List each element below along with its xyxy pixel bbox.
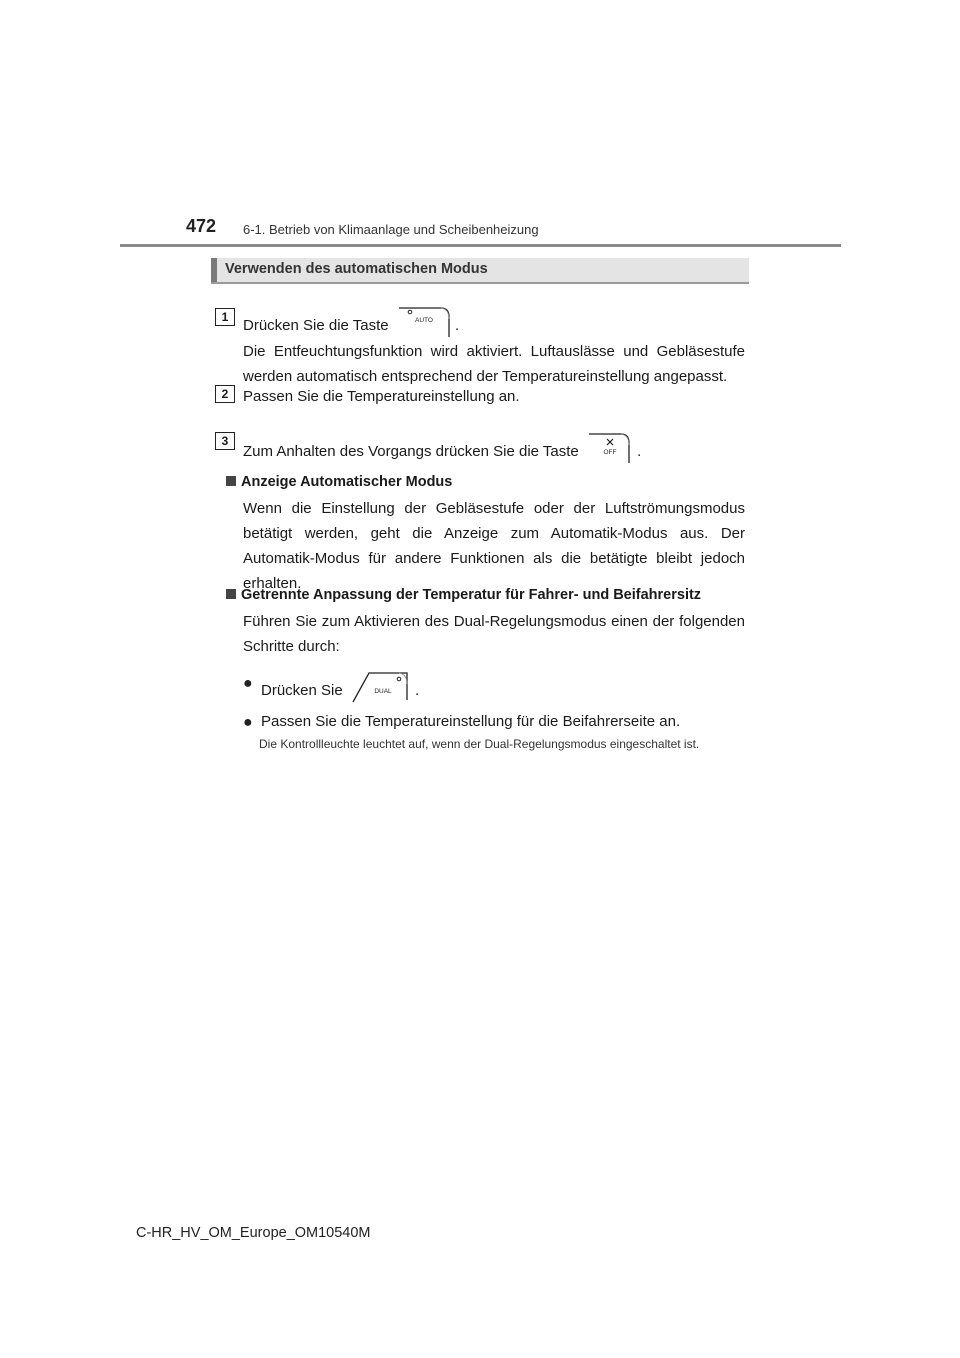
step-3-period: .: [637, 442, 642, 460]
document-id: C-HR_HV_OM_Europe_OM10540M: [136, 1225, 371, 1241]
step-number-2: 2: [215, 385, 235, 403]
auto-button-label: AUTO: [414, 317, 433, 324]
step-2-text: Passen Sie die Temperatureinstellung an.: [243, 388, 520, 405]
bullet-2-text: Passen Sie die Temperatureinstellung für die Beifahrerseite an.: [261, 713, 681, 730]
fan-icon: [607, 439, 613, 445]
bullet-1-item: [261, 670, 419, 712]
round-bullet-icon: ●: [243, 675, 253, 692]
note-1-text: Wenn die Einstellung der Gebläsestufe oder der Luftströmungsmodus betätigt werden, geht die Anzeige zum Automatik-Modus aus. Der Automatik-Modus für andere Funktionen als die betätigte bleibt jedoch erhalten.: [243, 500, 745, 592]
note-2-text: Führen Sie zum Aktivieren des Dual-Regelungsmodus einen der folgenden Schritte durch:: [243, 613, 745, 655]
page-number: 472: [186, 216, 217, 236]
dual-button-label: DUAL: [374, 688, 392, 695]
step-number-3: 3: [215, 432, 235, 450]
chapter-title: 6-1. Betrieb von Klimaanlage und Scheibenheizung: [243, 222, 539, 237]
section-title: Verwenden des automatischen Modus: [225, 261, 488, 277]
round-bullet-icon: ●: [243, 714, 253, 731]
step-1-text: Drücken Sie die Taste: [243, 316, 389, 334]
step-3-instruction: [243, 431, 641, 473]
footnote: Die Kontrollleuchte leuchtet auf, wenn der Dual-Regelungsmodus eingeschaltet ist.: [259, 737, 700, 751]
dual-button-icon: [349, 670, 411, 712]
bullet-1-period: .: [415, 681, 420, 699]
step-1-description: Die Entfeuchtungsfunktion wird aktiviert. Luftauslässe und Gebläsestufe werden automatisch entsprechend der Temperatureinstellung angepasst.: [243, 343, 745, 385]
step-1-period: .: [454, 316, 460, 334]
note-1-title: Anzeige Automatischer Modus: [241, 474, 453, 490]
off-button-label: OFF: [603, 449, 617, 456]
off-button-icon: [587, 431, 633, 473]
note-1-heading: [226, 474, 452, 490]
note-2-heading: [226, 587, 701, 603]
section-heading: [211, 258, 749, 284]
bullet-1-text: Drücken Sie: [261, 681, 343, 699]
note-2-title: Getrennte Anpassung der Temperatur für Fahrer- und Beifahrersitz: [241, 587, 702, 603]
step-3-text: Zum Anhalten des Vorgangs drücken Sie die Taste: [243, 442, 579, 460]
header-divider: [120, 244, 841, 247]
section-heading-bar: [211, 258, 217, 282]
step-number-1: 1: [215, 308, 235, 326]
square-bullet-icon: [226, 476, 236, 486]
square-bullet-icon: [226, 589, 236, 599]
